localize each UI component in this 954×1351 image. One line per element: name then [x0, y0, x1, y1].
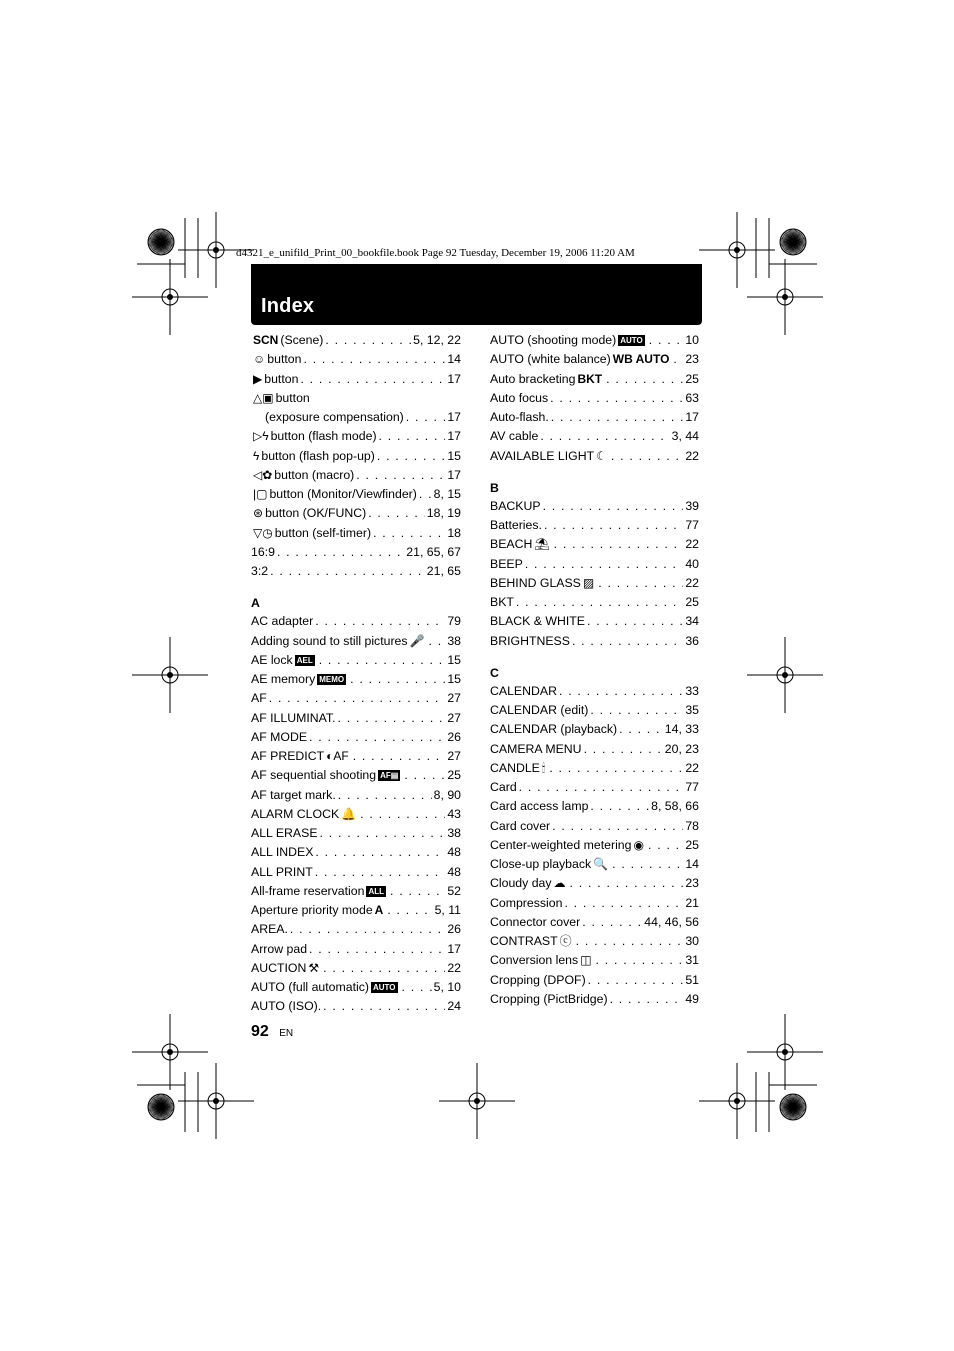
entry-text: 16:9 [251, 544, 275, 559]
entry-text: Auto focus [490, 390, 549, 405]
entry-text: button [275, 390, 310, 405]
auto-mode-icon: AUTO [373, 983, 396, 993]
entry-text: Center-weighted metering [490, 837, 632, 852]
entry-text: ALARM CLOCK [251, 806, 340, 821]
entry-pages: 20, 23 [664, 741, 699, 756]
entry-pages: 17 [447, 941, 461, 956]
entry-text: AF [251, 691, 267, 706]
entry-text: CAMERA MENU [490, 741, 582, 756]
entry-pages: 8, 15 [433, 487, 461, 501]
entry-text: AF sequential shooting [251, 768, 377, 783]
playback-icon: ▶ [253, 371, 263, 386]
beach-icon: ⛱ [534, 537, 550, 552]
entry-text: AUTO (ISO). [251, 999, 322, 1014]
entry-pages: 35 [685, 703, 699, 717]
candle-icon: 🕯 [541, 760, 546, 775]
available-light-icon: ☾ [596, 448, 607, 463]
crosshair-mark [178, 212, 254, 288]
af-sequential-icon: AF▤ [380, 771, 399, 781]
cloud-icon: ☁ [553, 876, 566, 891]
entry-text: AUTO (white balance) [490, 352, 611, 367]
entry-text: AVAILABLE LIGHT [490, 448, 595, 463]
entry-text: Cropping (DPOF) [490, 972, 586, 987]
entry-pages: 23 [685, 876, 699, 891]
entry-pages: 27 [447, 749, 461, 763]
entry-text: BACKUP [490, 498, 541, 513]
entry-pages: 23 [685, 352, 699, 367]
entry-text: CALENDAR (edit) [490, 703, 589, 717]
entry-text: Auto-flash. [490, 410, 549, 424]
entry-pages: 22 [685, 575, 699, 590]
entry-pages: 25 [447, 768, 461, 783]
entry-pages: 40 [685, 556, 699, 571]
entry-pages: 15 [447, 448, 461, 463]
entry-text: (Scene) [280, 333, 324, 347]
entry-text: button (flash pop-up) [261, 448, 375, 463]
entry-pages: 27 [447, 710, 461, 725]
entry-pages: 34 [685, 614, 699, 629]
entry-text: CONTRAST [490, 934, 558, 948]
entry-text: button (flash mode) [270, 429, 377, 444]
alarm-bell-icon: 🔔 [341, 806, 357, 821]
crosshair-mark [699, 212, 775, 288]
entry-text: button (OK/FUNC) [265, 506, 367, 521]
entry-text: button (macro) [274, 467, 355, 482]
entry-text: Aperture priority mode [251, 903, 373, 917]
entry-pages: 22 [685, 760, 699, 775]
entry-pages: 15 [447, 672, 461, 686]
entry-pages: 8, 58, 66 [651, 799, 699, 814]
entry-pages: 38 [447, 826, 461, 840]
entry-pages: 30 [685, 934, 699, 948]
memo-icon: MEMO [319, 675, 345, 685]
starburst-target [780, 1094, 806, 1120]
auction-icon: ⚒ [308, 960, 320, 975]
af-predict-icon: ◐AF [326, 749, 349, 763]
crosshair-mark [178, 1063, 254, 1139]
entry-pages: 24 [447, 999, 461, 1014]
entry-text: Arrow pad [251, 941, 308, 956]
entry-text: ALL ERASE [251, 826, 318, 840]
entry-text: AF target mark. [251, 787, 336, 802]
self-timer-icon: ▽◷ [253, 525, 273, 540]
entry-pages: 48 [447, 864, 461, 879]
entry-pages: 33 [685, 683, 699, 698]
entry-text: AF MODE [251, 729, 308, 744]
crosshair-mark [132, 1014, 208, 1090]
center-weighted-metering-icon: ◉ [633, 837, 644, 852]
entry-pages: 21, 65 [426, 564, 461, 578]
crosshair-mark [747, 1014, 823, 1090]
entry-text: AUTO (full automatic) [251, 980, 369, 994]
entry-text: AUTO (shooting mode) [490, 333, 617, 347]
entry-text: Compression [490, 895, 563, 910]
entry-pages: 14 [447, 352, 461, 367]
behind-glass-icon: ▨ [582, 575, 595, 590]
entry-pages: 36 [685, 633, 699, 648]
entry-text: button [267, 352, 302, 367]
entry-pages: 14 [685, 857, 699, 871]
magnifier-icon: 🔍 [593, 857, 609, 871]
auto-mode-icon: AUTO [620, 336, 643, 346]
entry-text: Close-up playback [490, 857, 592, 871]
entry-pages: 48 [447, 845, 461, 860]
entry-text: AF ILLUMINAT. [251, 710, 336, 725]
entry-text: AREA. [251, 922, 288, 937]
entry-text: AE memory [251, 672, 316, 686]
crosshair-mark [132, 259, 208, 335]
entry-pages: 17 [447, 467, 461, 482]
entry-text: Card cover [490, 818, 551, 833]
ok-func-icon: ⊛ [253, 506, 264, 521]
entry-text: BEACH [490, 537, 533, 552]
crosshair-mark [439, 1063, 515, 1139]
entry-pages: 63 [685, 390, 699, 405]
entry-pages: 77 [685, 780, 699, 794]
entry-text: 3:2 [251, 564, 269, 578]
entry-text: ALL PRINT [251, 864, 313, 879]
entry-text: ALL INDEX [251, 845, 314, 860]
language-code: EN [279, 1028, 294, 1039]
entry-pages: 26 [447, 729, 461, 744]
entry-pages: 3, 44 [671, 429, 699, 444]
entry-text: BEEP [490, 556, 523, 571]
entry-text: Cloudy day [490, 876, 552, 891]
crosshair-mark [699, 1063, 775, 1139]
entry-text: (exposure compensation) [265, 410, 404, 424]
entry-text: button (Monitor/Viewfinder) [269, 487, 417, 501]
entry-pages: 27 [447, 691, 461, 706]
contrast-icon: ⓒ [559, 934, 572, 948]
entry-pages: 15 [447, 652, 461, 667]
all-frame-print-icon: ALL [368, 886, 385, 896]
index-section-heading: B [490, 480, 499, 495]
flash-popup-icon: ϟ [253, 448, 260, 463]
crosshair-mark [747, 259, 823, 335]
entry-pages: 18, 19 [426, 506, 461, 521]
wb-auto-icon: WB AUTO [612, 352, 670, 367]
starburst-target [148, 229, 174, 255]
entry-text: AE lock [251, 652, 293, 667]
entry-pages: 43 [447, 806, 461, 821]
conversion-lens-icon: ◫ [580, 953, 592, 968]
entry-text: AF PREDICT [251, 749, 325, 763]
entry-pages: 38 [447, 633, 461, 648]
entry-pages: 25 [685, 371, 699, 386]
entry-text: Connector cover [490, 914, 581, 929]
entry-text: BRIGHTNESS [490, 633, 570, 648]
entry-text: AC adapter [251, 614, 314, 629]
entry-pages: 21 [685, 895, 699, 910]
entry-text: CALENDAR [490, 683, 557, 698]
entry-pages: 22 [447, 960, 461, 975]
entry-pages: 21, 65, 67 [406, 544, 461, 559]
entry-pages: 10 [685, 333, 699, 347]
starburst-target [780, 229, 806, 255]
entry-pages: 25 [685, 595, 699, 609]
stabilizer-icon: ☺ [253, 352, 266, 367]
entry-pages: 18 [447, 525, 461, 540]
entry-pages: 17 [685, 410, 699, 424]
entry-pages: 17 [447, 371, 461, 386]
entry-text: Card access lamp [490, 799, 589, 814]
entry-pages: 17 [447, 429, 461, 444]
exposure-compensation-icon: △▣ [253, 390, 274, 405]
page-number: 92 [251, 1023, 269, 1040]
index-section-heading: A [251, 596, 260, 611]
entry-pages: 51 [685, 972, 699, 987]
entry-pages: 39 [685, 498, 699, 513]
entry-pages: 79 [447, 614, 461, 629]
entry-pages: 49 [685, 991, 699, 1006]
entry-text: Conversion lens [490, 953, 579, 968]
monitor-viewfinder-icon: |▢ [253, 487, 268, 501]
entry-pages: 77 [685, 518, 699, 532]
macro-icon: ◁✿ [253, 467, 273, 482]
entry-pages: 25 [685, 837, 699, 852]
entry-text: All-frame reservation [251, 883, 365, 898]
entry-pages: 52 [447, 883, 461, 898]
entry-text: Cropping (PictBridge) [490, 991, 608, 1006]
entry-pages: 8, 90 [433, 787, 461, 802]
entry-text: Adding sound to still pictures [251, 633, 408, 648]
entry-pages: 5, 12, 22 [413, 333, 461, 347]
entry-pages: 14, 33 [664, 722, 699, 737]
entry-text: button [264, 371, 299, 386]
entry-text: Card [490, 780, 517, 794]
index-section-heading: C [490, 665, 499, 680]
entry-text: Auto bracketing [490, 371, 576, 386]
entry-text: Batteries. [490, 518, 542, 532]
entry-pages: 44, 46, 56 [644, 914, 699, 929]
entry-pages: 26 [447, 922, 461, 937]
ae-lock-icon: AEL [296, 655, 313, 665]
entry-text: AUCTION [251, 960, 307, 975]
microphone-icon: 🎤 [409, 633, 425, 648]
entry-pages: 5, 11 [434, 903, 461, 917]
entry-pages: 78 [685, 818, 699, 833]
starburst-target [148, 1094, 174, 1120]
scn-icon: SCN [253, 333, 279, 347]
page-title: Index [261, 295, 315, 317]
entry-text: BKT [490, 595, 514, 609]
entry-pages: 31 [685, 953, 699, 968]
file-header: d4321_e_unifild_Print_00_bookfile.book Page 92 Tuesday, December 19, 2006 11:20 AM [236, 247, 635, 259]
entry-pages: 22 [685, 537, 699, 552]
crosshair-mark [747, 637, 823, 713]
entry-pages: 17 [447, 410, 461, 424]
entry-text: CANDLE [490, 760, 540, 775]
aperture-a-icon: A [374, 903, 384, 917]
entry-text: BLACK & WHITE [490, 614, 585, 629]
entry-text: BEHIND GLASS [490, 575, 581, 590]
entry-text: button (self-timer) [274, 525, 372, 540]
bkt-icon: BKT [577, 371, 603, 386]
crosshair-mark [132, 637, 208, 713]
entry-text: AV cable [490, 429, 539, 444]
entry-pages: 22 [685, 448, 699, 463]
entry-text: CALENDAR (playback) [490, 722, 618, 737]
flash-mode-icon: ▷ϟ [253, 429, 269, 444]
entry-pages: 5, 10 [433, 980, 461, 994]
